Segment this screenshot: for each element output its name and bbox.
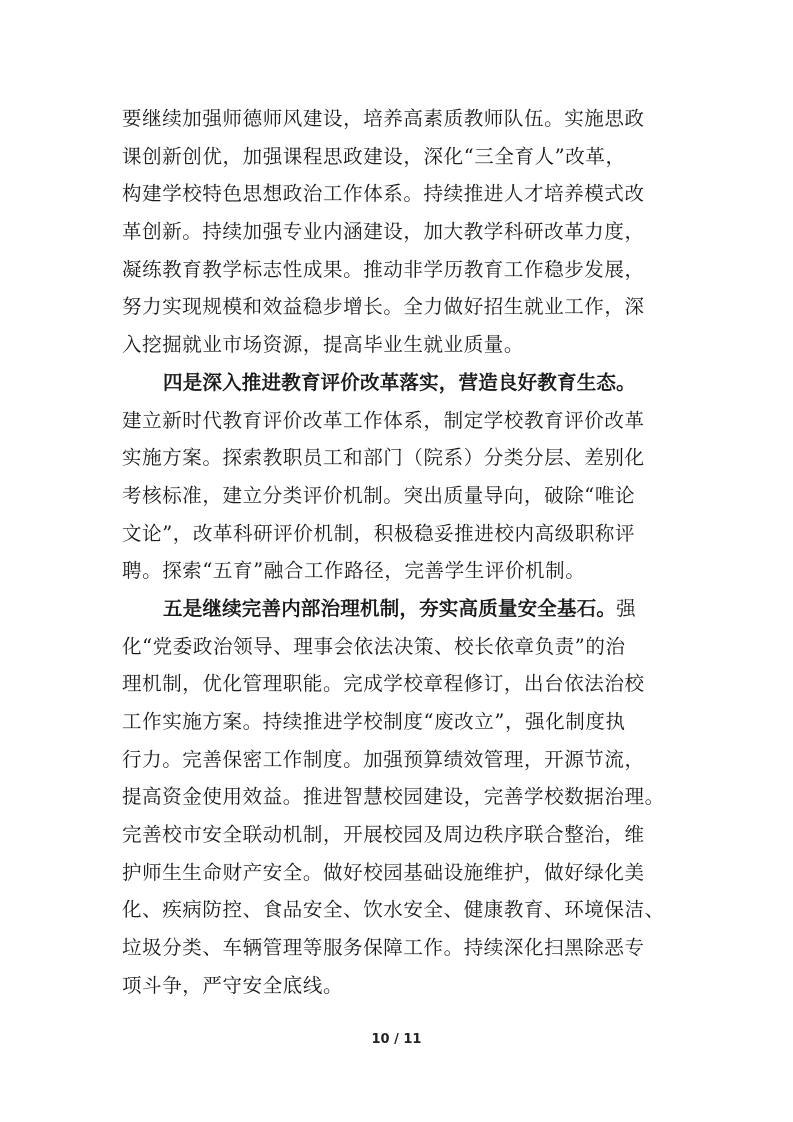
paragraph-five-heading-tail: 强 xyxy=(616,596,637,620)
text-line: 垃圾分类、车辆管理等服务保障工作。持续深化扫黑除恶专 xyxy=(122,936,645,960)
paragraph-four-heading: 四是深入推进教育评价改革落实，营造良好教育生态。 xyxy=(163,370,636,394)
body-text xyxy=(122,100,677,1005)
paragraph-five-heading: 五是继续完善内部治理机制，夯实高质量安全基石。 xyxy=(163,596,617,620)
paragraph-four xyxy=(122,364,677,590)
text-line: 革创新。持续加强专业内涵建设，加大教学科研改革力度， xyxy=(122,220,645,244)
text-line: 考核标准，建立分类评价机制。突出质量导向，破除“唯论 xyxy=(122,483,636,507)
page-number: 10 / 11 xyxy=(371,1032,422,1047)
text-line: 行力。完善保密工作制度。加强预算绩效管理，开源节流， xyxy=(122,747,645,771)
text-line: 努力实现规模和效益稳步增长。全力做好招生就业工作，深 xyxy=(122,295,645,319)
text-line: 建立新时代教育评价改革工作体系，制定学校教育评价改革 xyxy=(122,408,645,432)
text-line: 项斗争，严守安全底线。 xyxy=(122,973,344,997)
text-line: 提高资金使用效益。推进智慧校园建设，完善学校数据治理。 xyxy=(122,785,665,809)
paragraph-heading-line xyxy=(122,590,677,628)
paragraph-intro xyxy=(122,100,677,364)
text-line: 课创新创优，加强课程思政建设，深化“三全育人”改革， xyxy=(122,144,626,168)
paragraph-heading-line xyxy=(122,364,677,402)
text-line: 化“党委政治领导、理事会依法决策、校长依章负责”的治 xyxy=(122,634,626,658)
text-line: 化、疾病防控、食品安全、饮水安全、健康教育、环境保洁、 xyxy=(122,898,665,922)
text-line: 聘。探索“五育”融合工作路径，完善学生评价机制。 xyxy=(122,559,586,583)
text-line: 文论”，改革科研评价机制，积极稳妥推进校内高级职称评 xyxy=(122,521,636,545)
paragraph-five xyxy=(122,590,677,1005)
text-line: 入挖掘就业市场资源，提高毕业生就业质量。 xyxy=(122,333,525,357)
text-line: 凝练教育教学标志性成果。推动非学历教育工作稳步发展， xyxy=(122,257,645,281)
text-line: 实施方案。探索教职员工和部门（院系）分类分层、差别化 xyxy=(122,446,645,470)
text-line: 工作实施方案。持续推进学校制度“废改立”，强化制度执 xyxy=(122,710,626,733)
text-line: 理机制，优化管理职能。完成学校章程修订，出台依法治校 xyxy=(122,672,645,696)
text-line: 要继续加强师德师风建设，培养高素质教师队伍。实施思政 xyxy=(122,107,645,130)
text-line: 护师生生命财产安全。做好校园基础设施维护，做好绿化美 xyxy=(122,860,645,884)
text-line: 构建学校特色思想政治工作体系。持续推进人才培养模式改 xyxy=(122,182,645,206)
text-line: 完善校市安全联动机制，开展校园及周边秩序联合整治，维 xyxy=(122,823,645,847)
